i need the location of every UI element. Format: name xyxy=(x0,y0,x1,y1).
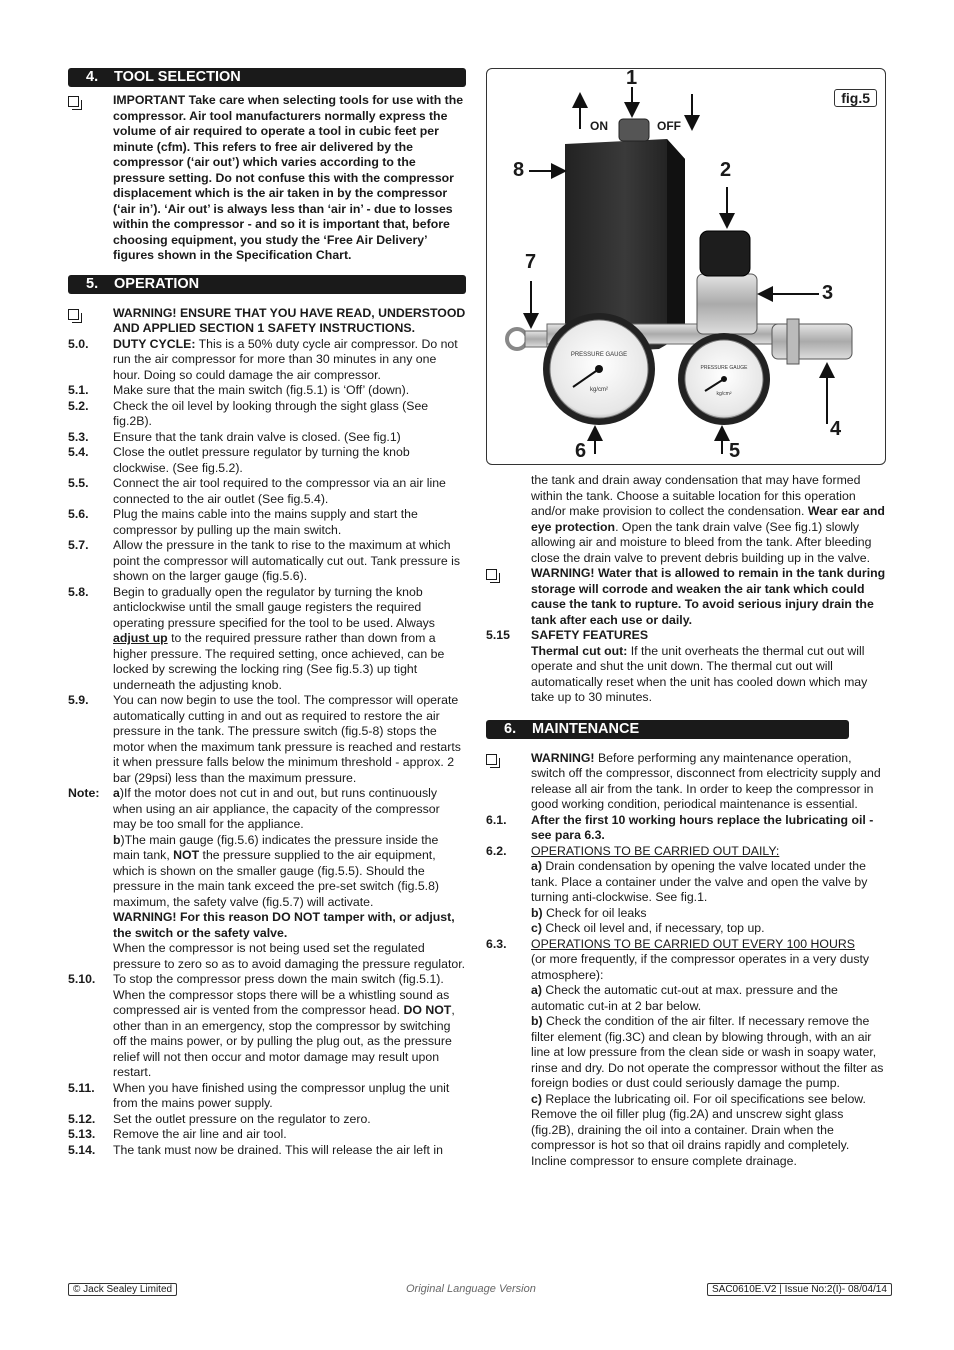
air-outlet-coupler xyxy=(772,324,852,359)
left-column xyxy=(68,68,466,1158)
on-label: ON xyxy=(590,119,608,133)
step-5-8: 5.8. Begin to gradually open the regulator by turning the knob anticlockwise until the small gauge registers the required operating pressure specified for the tool to be used. Always adjust up to the required pressure rather than down from a higher pressure. The required setting, once achieved, can be locked by screwing the locking ring (See fig.5.3) up tight underneath the adjusting knob. xyxy=(68,584,445,692)
step-5-14: 5.14. The tank must now be drained. This will release the air left in xyxy=(68,1142,443,1157)
compressor-switch-illustration xyxy=(487,69,885,464)
svg-text:kg/cm²: kg/cm² xyxy=(716,391,732,397)
footer-copyright: © Jack Sealey Limited xyxy=(68,1283,177,1296)
step-5-2: 5.2. Check the oil level by looking through the sight glass (See fig.2B). xyxy=(68,398,429,428)
main-switch-button xyxy=(619,119,649,141)
warning-water: WARNING! Water that is allowed to remain in the tank during storage will corrode and weaken the air tank which could cause the tank to rupture. To avoid serious injury drain the tank after each use or daily. xyxy=(486,566,886,628)
regulator-body xyxy=(697,274,757,334)
maintenance-warning: WARNING! Before performing any maintenance operation, switch off the compressor, disconnect from electricity supply and release all air from the tank. In order to keep the compressor in good working condition, periodical maintenance is essential. xyxy=(486,751,886,813)
note: Note: a)If the motor does not cut in and out, but runs continuously when using an air appliance, the capacity of the compressor may be too small for the appliance. b)The main gauge (fig.5.6) indicates the pressure inside the main tank, NOT the pressure supplied to the air equipment, which is shown on the smaller gauge (fig.5.5). Should the pressure in the main tank exceed the pre-set switch (fig.5.8) maximum, the safety valve (fig.5.7) will activate. WARNING! For this reason DO NOT tamper with, or adjust, the switch or the safety valve. When the compressor is not being used set the regulated pressure to zero so as to avoid damaging the pressure regulator. xyxy=(68,786,466,971)
callout-2: 2 xyxy=(720,159,732,181)
section-6-heading: 6. MAINTENANCE xyxy=(486,720,849,739)
step-5-12: 5.12. Set the outlet pressure on the regulator to zero. xyxy=(68,1111,371,1126)
step-5-5: 5.5. Connect the air tool required to the compressor via an air line connected to the air outlet (See fig.5.4). xyxy=(68,476,446,506)
callout-6: 6 xyxy=(575,440,587,462)
callout-7: 7 xyxy=(525,251,537,273)
step-5-7: 5.7. Allow the pressure in the tank to rise to the maximum at which point the compressor will automatically cut out. Tank pressure is shown on the larger gauge (fig.5.6). xyxy=(68,538,460,583)
step-5-3: 5.3. Ensure that the tank drain valve is closed. (See fig.1) xyxy=(68,429,401,444)
step-5-15: 5.15 SAFETY FEATURES Thermal cut out: If the unit overheats the thermal cut out will operate and shut the unit down. The thermal cut out will automatically reset when the unit has cooled down which may take up to 30 minutes. xyxy=(486,628,868,704)
step-5-10: 5.10. To stop the compressor press down the main switch (fig.5.1). When the compressor stops there will be a whistling sound as compressed air is vented from the compressor head. DO NOT, other than in an emergency, stop the compressor by switching off the mains power, or by pulling the plug out, as the pressure relief will not then occur and motor damage may result upon restart. xyxy=(68,972,455,1079)
callout-1: 1 xyxy=(626,67,638,89)
regulator-knob xyxy=(700,231,750,276)
checkbox-icon xyxy=(68,96,79,107)
off-label: OFF xyxy=(657,119,681,133)
footer-issue: SAC0610E.V2 | Issue No:2(I)- 08/04/14 xyxy=(707,1283,892,1296)
callout-4: 4 xyxy=(830,418,842,440)
important-note: IMPORTANT Take care when selecting tools for use with the compressor. Air tool manufacturers normally express the volume of air required to operate a tool in cubic feet per minute (cfm). This refers to free air delivered by the compressor (‘air out’) which varies according to the pressure setting. Do not confuse this with the compressor displacement which is the air taken in by the compressor (‘air in’). ‘Air out’ is always less than ‘air in’ - due to losses within the compressor - and so it is important that, before choosing equipment, you study the ‘Free Air Delivery’ figures shown in the Specification Chart. xyxy=(68,93,466,264)
step-5-14-continued: the tank and drain away condensation that may have formed within the tank. Choose a suitable location for this operation and/or make provision to collect the condensation. Wear ear and eye protection. Open the tank drain valve (See fig.1) slowly allowing air and moisture to bleed from the tank. After bleeding close the drain valve to prevent debris building up in the valve. xyxy=(531,473,885,565)
figure-5 xyxy=(486,68,886,465)
section-5-heading: 5. OPERATION xyxy=(68,275,466,294)
step-5-0: 5.0. DUTY CYCLE: This is a 50% duty cycle air compressor. Do not run the air compressor for more than 30 minutes in any one hour. Doing so could damage the air compressor. xyxy=(68,336,458,382)
section-4-heading: 4. TOOL SELECTION xyxy=(68,68,466,87)
checkbox-icon xyxy=(486,569,497,580)
safety-valve-ring xyxy=(507,329,527,349)
step-5-9: 5.9. You can now begin to use the tool. The compressor will operate automatically cutting in and out as required to restore the air pressure in the tank. The pressure switch (fig.5-8) stops the motor when the maximum tank pressure is reached and restarts it when pressure falls below the minimum threshold - approx. 2 bar (29psi) less than the maximum pressure. xyxy=(68,693,461,785)
step-5-13: 5.13. Remove the air line and air tool. xyxy=(68,1127,287,1141)
step-5-1: 5.1. Make sure that the main switch (fig.5.1) is ‘Off’ (down). xyxy=(68,383,410,397)
svg-text:kg/cm²: kg/cm² xyxy=(590,387,608,393)
warning-note: WARNING! ENSURE THAT YOU HAVE READ, UNDERSTOOD AND APPLIED SECTION 1 SAFETY INSTRUCTIONS. xyxy=(68,306,466,337)
right-column xyxy=(486,473,886,1169)
figure-label: fig.5 xyxy=(834,89,877,107)
step-6-2: 6.2. OPERATIONS TO BE CARRIED OUT DAILY: a) Drain condensation by opening the valve located under the tank. Place a container under the valve and open the valve by turning anti-clockwise. See fig.1. b) Check for oil leaks c) Check oil level and, if necessary, top up. xyxy=(486,843,868,935)
step-6-1: 6.1. After the first 10 working hours replace the lubricating oil - see para 6.3. xyxy=(486,812,874,842)
footer-language: Original Language Version xyxy=(406,1283,536,1295)
step-5-4: 5.4. Close the outlet pressure regulator by turning the knob clockwise. (See fig.5.2). xyxy=(68,445,410,475)
checkbox-icon xyxy=(68,309,79,320)
step-5-11: 5.11. When you have finished using the compressor unplug the unit from the mains power supply. xyxy=(68,1080,450,1110)
callout-3: 3 xyxy=(822,282,834,304)
svg-text:PRESSURE GAUGE: PRESSURE GAUGE xyxy=(700,365,748,371)
checkbox-icon xyxy=(486,754,497,765)
step-6-3: 6.3. OPERATIONS TO BE CARRIED OUT EVERY 100 HOURS (or more frequently, if the compressor operates in a very dusty atmosphere): a) Check the automatic cut-out at max. pressure and the automatic cut-in at 2 bar below. b) Check the condition of the air filter. If necessary remove the filter element (fig.3C) and clean by blowing through, with an air line at low pressure from the clean side or wash in soapy water, rinse and dry. Do not operate the compressor without the filter as foreign bodies or dust could seriously damage the pump. c) Replace the lubricating oil. For oil specifications see below. Remove the oil filler plug (fig.2A) and unscrew sight glass (fig.2B), draining the oil into a container. Drain when the compressor is hot so that oil drains rapidly and completely. Incline compressor to ensure complete drainage. xyxy=(486,936,884,1168)
svg-text:PRESSURE GAUGE: PRESSURE GAUGE xyxy=(570,352,628,358)
callout-5: 5 xyxy=(729,440,741,462)
callout-8: 8 xyxy=(513,159,525,181)
step-5-6: 5.6. Plug the mains cable into the mains supply and start the compressor by pulling up the main switch. xyxy=(68,507,418,537)
